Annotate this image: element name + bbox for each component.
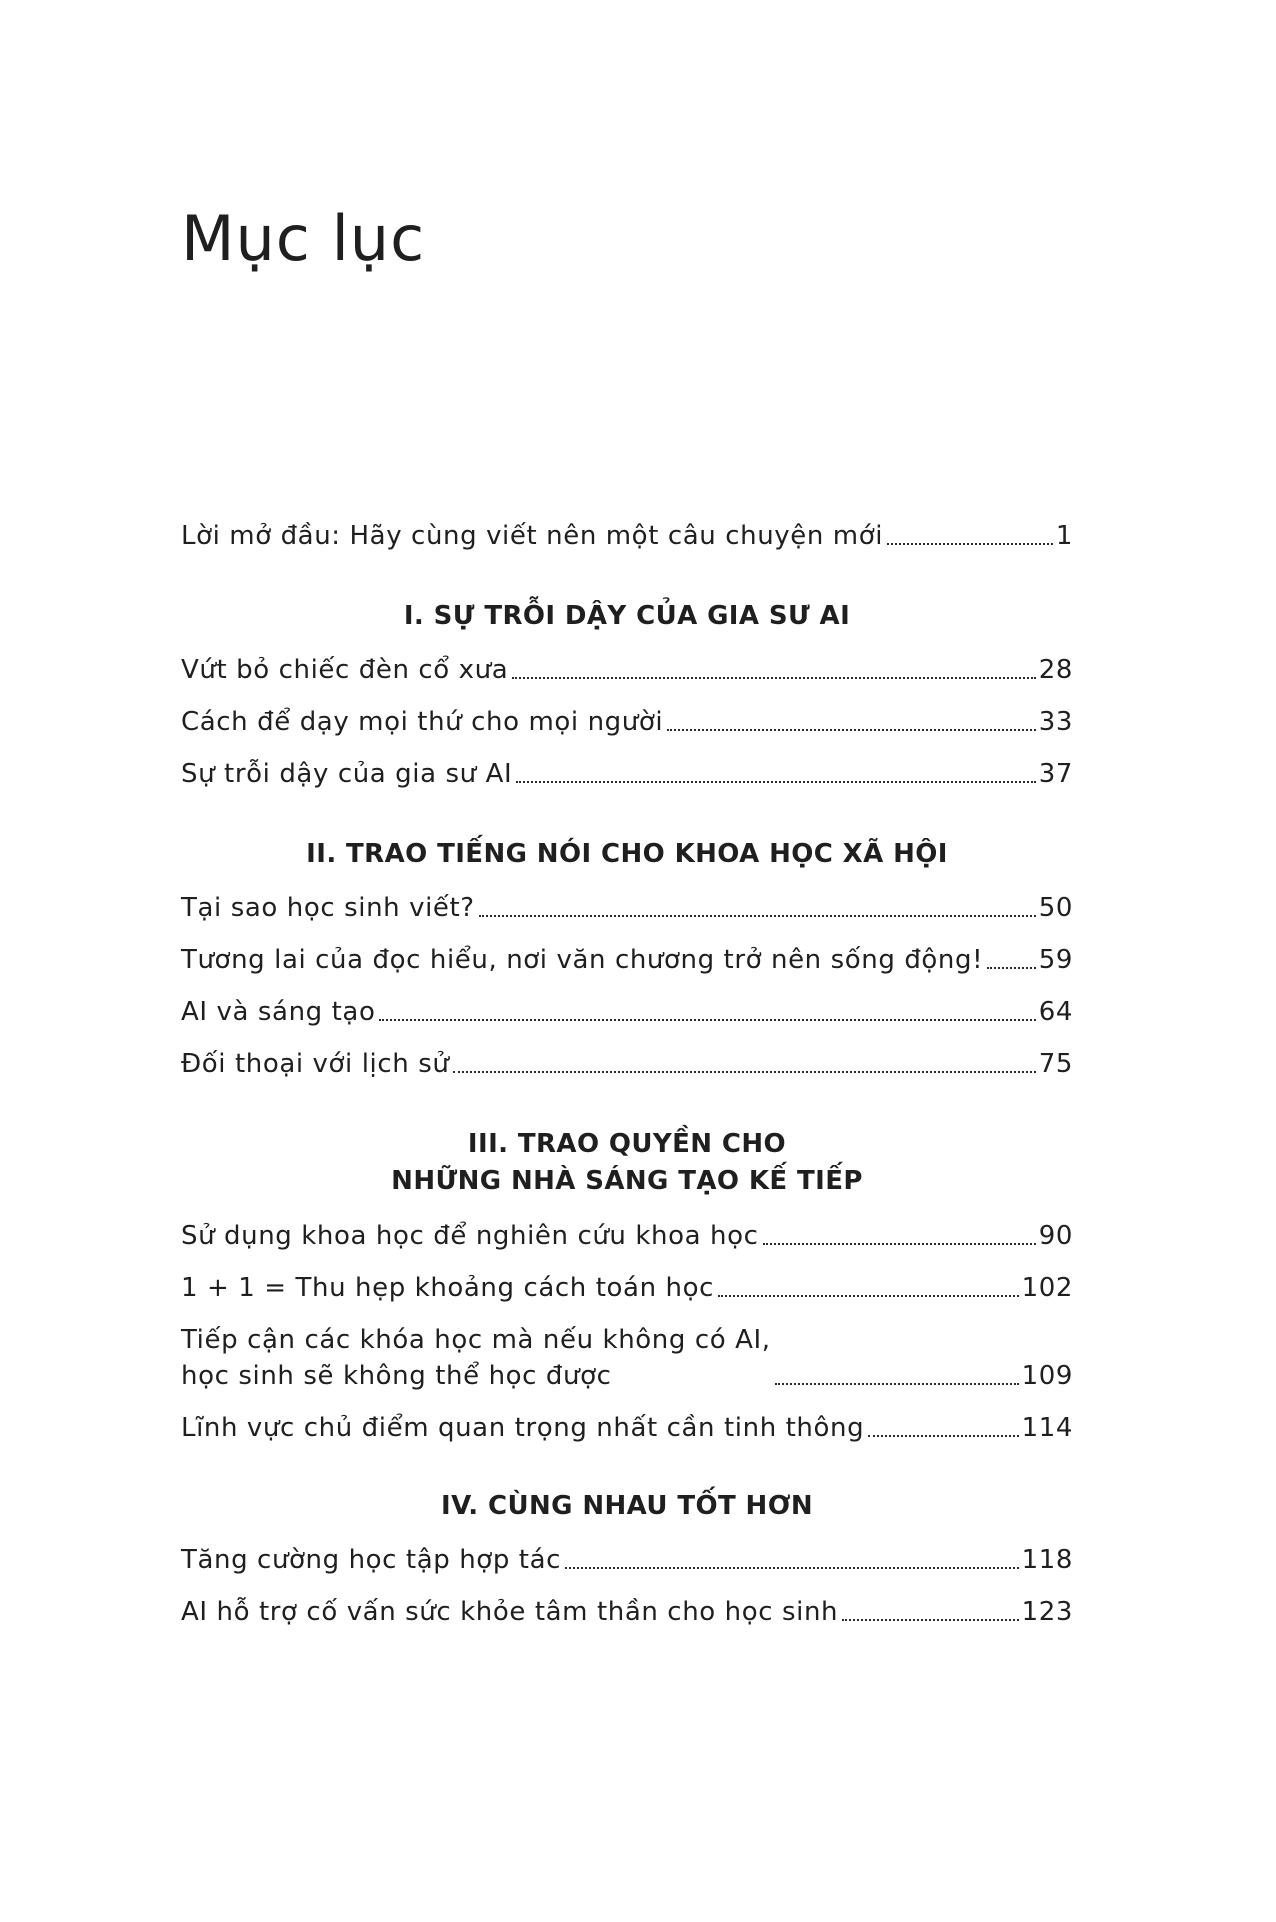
toc-entry-title (181, 1322, 771, 1394)
dot-leader (479, 915, 1036, 917)
toc-page-number: 102 (1021, 1273, 1073, 1303)
toc-page-number: 64 (1038, 997, 1073, 1027)
toc-page-number: 75 (1038, 1049, 1073, 1079)
toc-page-number: 59 (1038, 945, 1073, 975)
dot-leader (868, 1435, 1018, 1437)
toc-page-number: 50 (1038, 893, 1073, 923)
toc-entry-title: Tại sao học sinh viết? (181, 893, 475, 923)
toc-entry[interactable] (181, 994, 1073, 1030)
toc-entry[interactable] (181, 652, 1073, 688)
dot-leader (718, 1295, 1019, 1297)
dot-leader (516, 781, 1035, 783)
dot-leader (842, 1619, 1018, 1621)
section-heading-2: II. TRAO TIẾNG NÓI CHO KHOA HỌC XÃ HỘI (306, 839, 948, 869)
toc-entry-title: 1 + 1 = Thu hẹp khoảng cách toán học (181, 1273, 715, 1303)
toc-entry-title: Lĩnh vực chủ điểm quan trọng nhất cần tinh thông (181, 1413, 865, 1443)
dot-leader (775, 1383, 1019, 1385)
toc-page-number: 114 (1021, 1413, 1073, 1443)
toc-entry-title-line: học sinh sẽ không thể học được (181, 1361, 612, 1391)
toc-entry-title: Tương lai của đọc hiểu, nơi văn chương trở nên sống động! (181, 945, 984, 975)
toc-entry-intro[interactable] (181, 518, 1073, 554)
dot-leader (512, 677, 1035, 679)
toc-page-number: 28 (1038, 655, 1073, 685)
toc-entry[interactable] (181, 756, 1073, 792)
dot-leader (379, 1019, 1035, 1021)
section-heading-1: I. SỰ TRỖI DẬY CỦA GIA SƯ AI (403, 601, 851, 631)
dot-leader (987, 967, 1036, 969)
dot-leader (887, 543, 1053, 545)
toc-entry-title: Tăng cường học tập hợp tác (181, 1545, 562, 1575)
dot-leader (565, 1567, 1019, 1569)
toc-page-number: 37 (1038, 759, 1073, 789)
toc-entry[interactable] (181, 1270, 1073, 1306)
toc-page-number: 118 (1021, 1545, 1073, 1575)
toc-page-number: 109 (1021, 1361, 1073, 1391)
toc-entry-title: Lời mở đầu: Hãy cùng viết nên một câu chuyện mới (181, 521, 884, 551)
toc-entry-title: Vứt bỏ chiếc đèn cổ xưa (181, 655, 509, 685)
toc-entry-title: Cách để dạy mọi thứ cho mọi người (181, 707, 664, 737)
dot-leader (763, 1243, 1036, 1245)
toc-entry-title: AI hỗ trợ cố vấn sức khỏe tâm thần cho học sinh (181, 1597, 839, 1627)
toc-entry[interactable] (181, 1594, 1073, 1630)
toc-entry-title: AI và sáng tạo (181, 997, 376, 1027)
toc-entry-title: Sự trỗi dậy của gia sư AI (181, 759, 513, 789)
toc-entry[interactable] (181, 704, 1073, 740)
toc-page-number: 1 (1055, 521, 1073, 551)
toc-entry-title: Sử dụng khoa học để nghiên cứu khoa học (181, 1221, 759, 1251)
toc-entry[interactable] (181, 890, 1073, 926)
toc-entry[interactable] (181, 942, 1073, 978)
dot-leader (667, 729, 1036, 731)
toc-entry-title: Đối thoại với lịch sử (181, 1049, 450, 1079)
toc-entry[interactable] (181, 1410, 1073, 1446)
page-title: Mục lục (181, 202, 426, 275)
toc-entry[interactable] (181, 1542, 1073, 1578)
toc-entry[interactable] (181, 1218, 1073, 1254)
section-heading-line: III. TRAO QUYỀN CHO (467, 1129, 787, 1159)
toc-entry-title-line: Tiếp cận các khóa học mà nếu không có AI, (181, 1325, 771, 1355)
toc-entry[interactable] (181, 1046, 1073, 1082)
section-heading-4: IV. CÙNG NHAU TỐT HƠN (441, 1491, 813, 1521)
toc-page-number: 123 (1021, 1597, 1073, 1627)
toc-page-number: 33 (1038, 707, 1073, 737)
section-heading-line: NHỮNG NHÀ SÁNG TẠO KẾ TIẾP (391, 1166, 863, 1196)
dot-leader (453, 1071, 1035, 1073)
toc-page-number: 90 (1038, 1221, 1073, 1251)
toc-entry[interactable] (181, 1322, 1073, 1394)
section-heading-3 (181, 1126, 1073, 1200)
